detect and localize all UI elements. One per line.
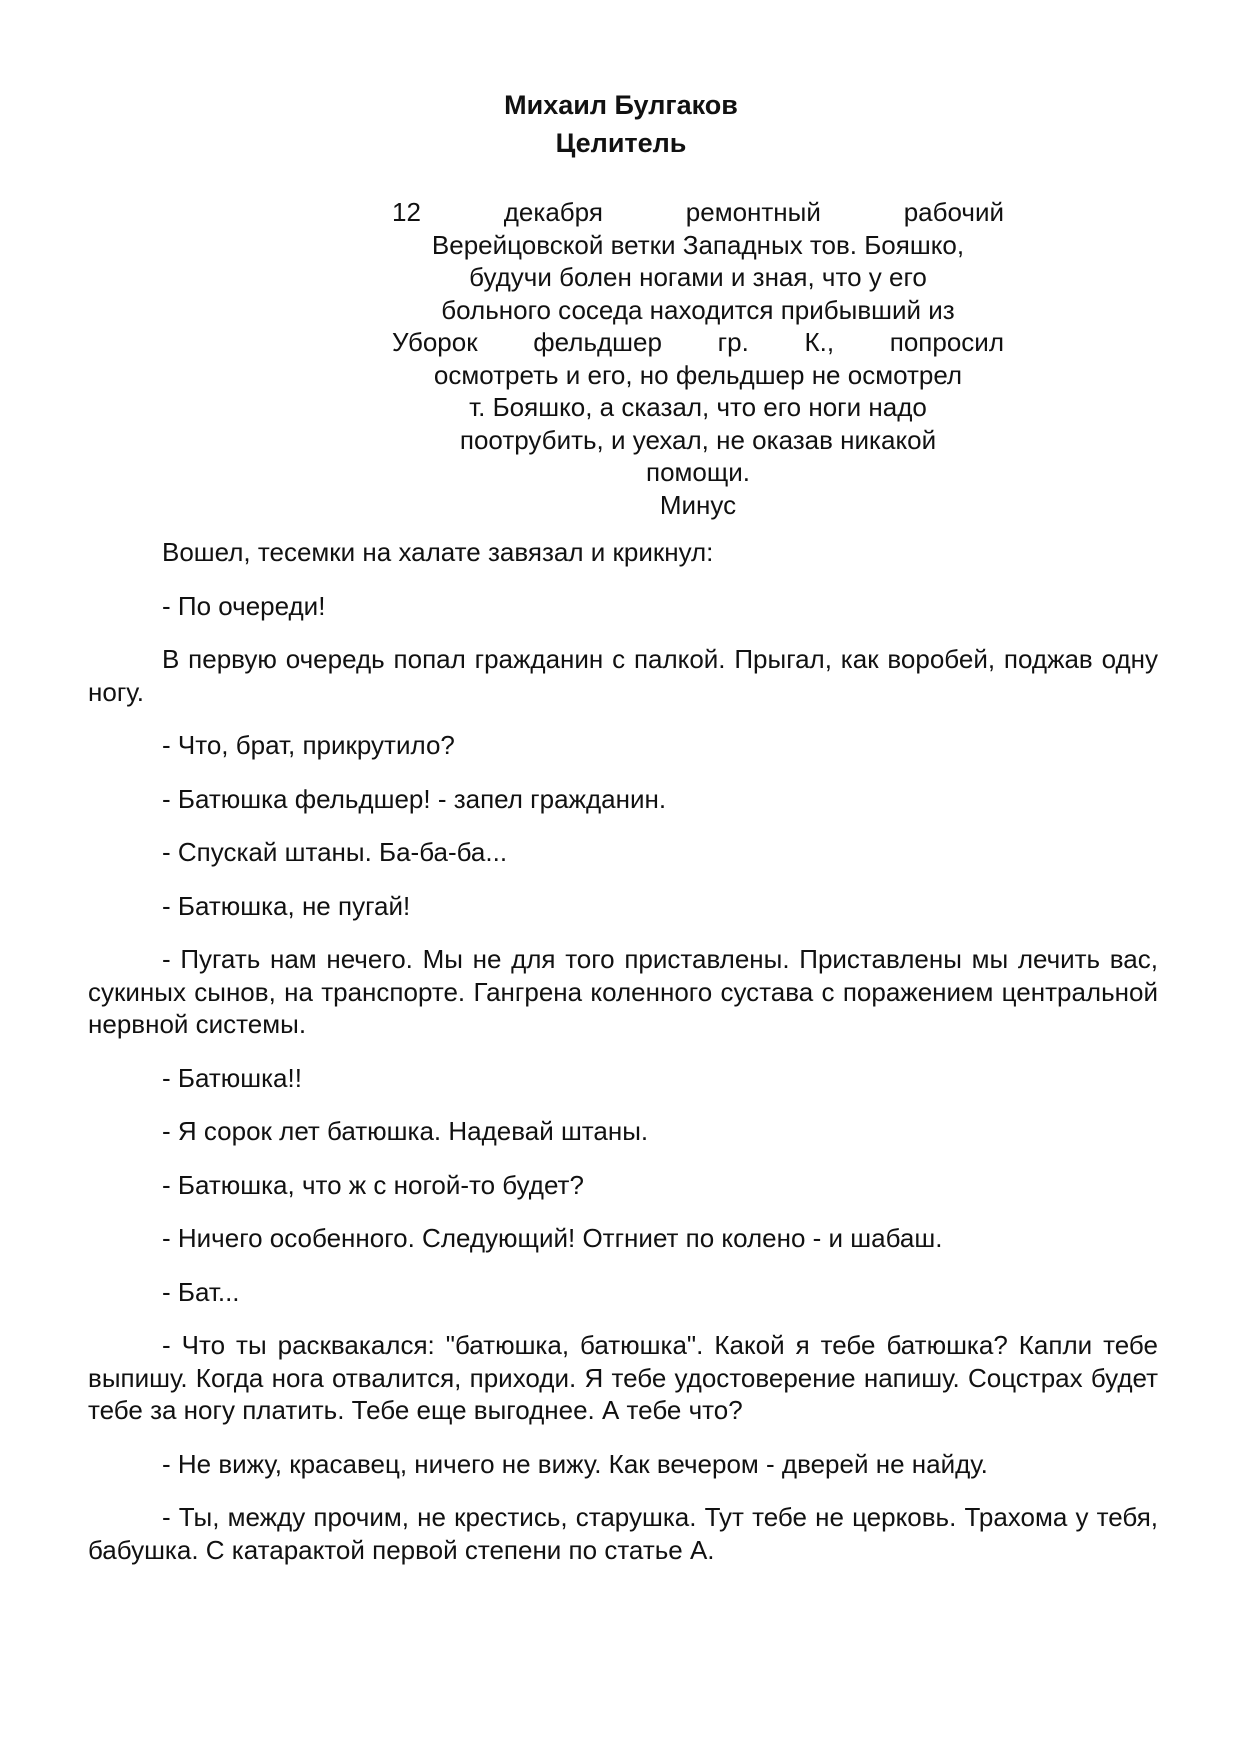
story-title: Целитель (555, 128, 687, 158)
epigraph-line: Уборок фельдшер гр. К., попросил (392, 327, 1004, 357)
paragraph: - Не вижу, красавец, ничего не вижу. Как вечером - дверей не найду. (162, 1448, 988, 1479)
paragraph: - Ничего особенного. Следующий! Отгниет по колено - и шабаш. (162, 1223, 943, 1253)
epigraph-line: 12 декабря ремонтный рабочий (392, 197, 1004, 227)
paragraph: В первую очередь попал гражданин с палкой. Прыгал, как воробей, поджав одну ногу. (88, 644, 1158, 707)
paragraph: - По очереди! (162, 590, 326, 621)
epigraph-line: т. Бояшко, а сказал, что его ноги надо (469, 392, 927, 422)
paragraph: - Батюшка, что ж с ногой-то будет? (162, 1169, 584, 1200)
author-name: Михаил Булгаков (504, 90, 738, 120)
paragraph: - Батюшка!! (162, 1062, 302, 1093)
paragraph: - Ты, между прочим, не крестись, старушка. Тут тебе не церковь. Трахома у тебя, бабушка. С катарактой первой степени по статье А. (88, 1502, 1158, 1565)
epigraph (392, 196, 1004, 521)
epigraph-line: будучи болен ногами и зная, что у его (469, 262, 927, 292)
paragraph: - Бат... (162, 1276, 240, 1307)
epigraph-line: помощи. (645, 457, 750, 487)
story-body (88, 536, 1158, 1587)
epigraph-signature: Минус (659, 489, 737, 520)
paragraph: - Батюшка фельдшер! - запел гражданин. (162, 783, 667, 814)
paragraph: - Что ты расквакался: "батюшка, батюшка". Какой я тебе батюшка? Капли тебе выпишу. Когда нога отвалится, приходи. Я тебе удостоверение напишу. Соцстрах будет тебе за ногу платить. Тебе еще выгоднее. А тебе что? (88, 1330, 1158, 1425)
paragraph: - Я сорок лет батюшка. Надевай штаны. (162, 1116, 649, 1146)
paragraph: - Пугать нам нечего. Мы не для того приставлены. Приставлены мы лечить вас, сукиных сынов, на транспорте. Гангрена коленного сустава с поражением центральной нервной системы. (88, 944, 1158, 1039)
epigraph-line: больного соседа находится прибывший из (441, 294, 955, 325)
paragraph: - Спускай штаны. Ба-ба-ба... (162, 837, 508, 867)
epigraph-line: Верейцовской ветки Западных тов. Бояшко, (431, 229, 965, 260)
paragraph: - Что, брат, прикрутило? (162, 730, 455, 760)
paragraph: - Батюшка, не пугай! (162, 890, 411, 921)
paragraph: Вошел, тесемки на халате завязал и крикнул: (162, 537, 714, 567)
epigraph-line: осмотреть и его, но фельдшер не осмотрел (433, 359, 963, 390)
epigraph-line: поотрубить, и уехал, не оказав никакой (459, 424, 937, 455)
